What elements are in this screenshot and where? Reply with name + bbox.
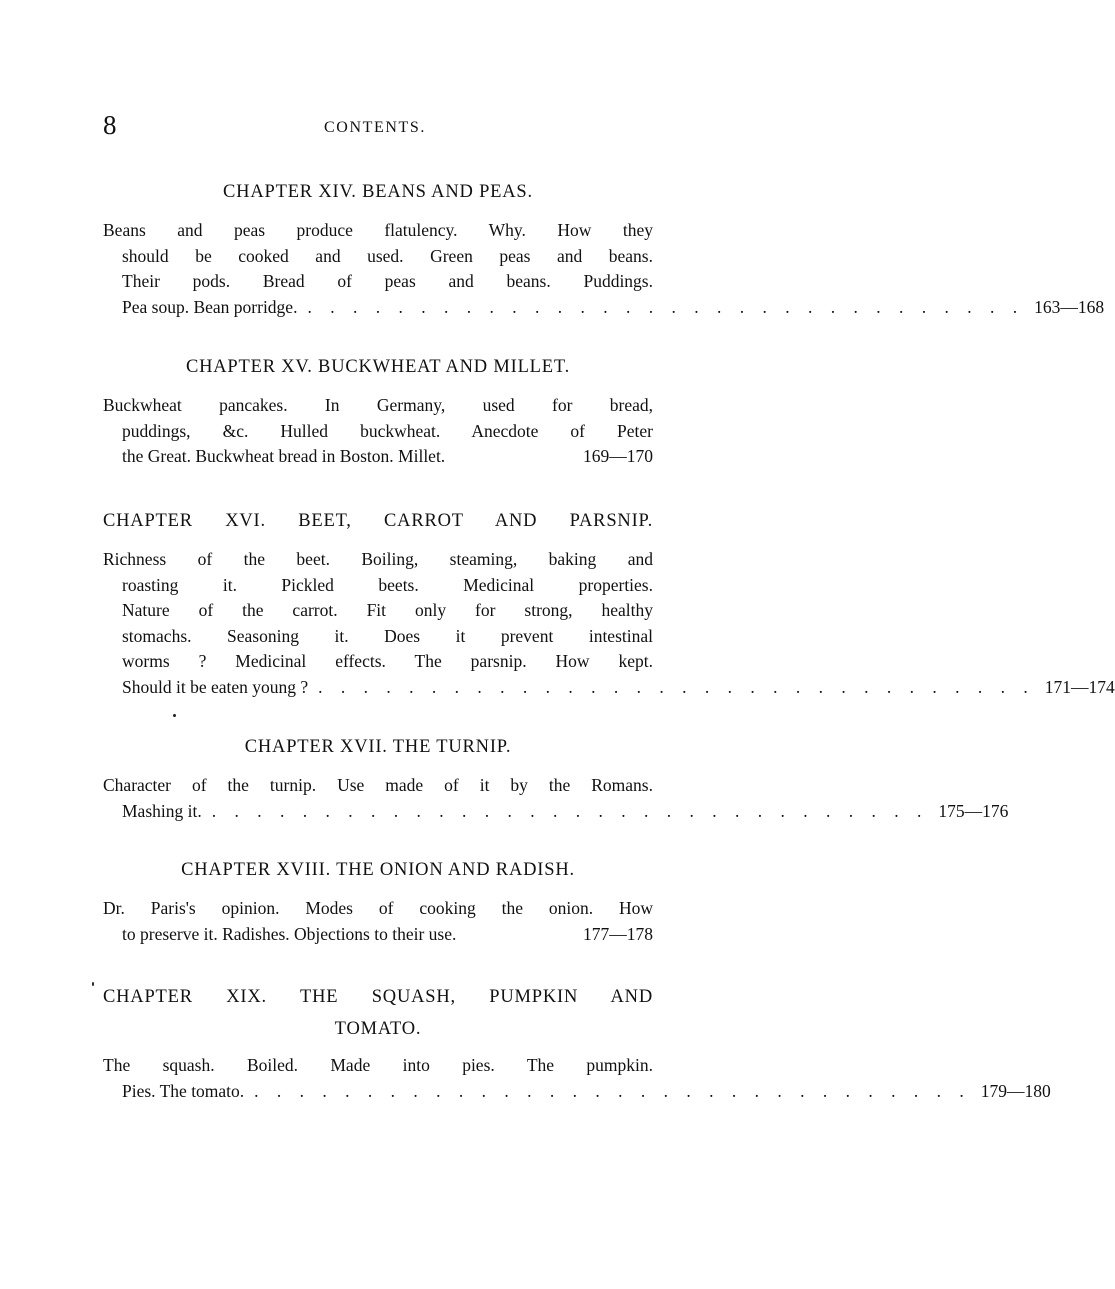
chapter-title: CHAPTER XIX. THE SQUASH, PUMPKIN AND [103,987,653,1007]
summary-line: Pies. The tomato. [122,1080,245,1101]
summary-line: Dr. Paris's opinion. Modes of cooking the onion. How [103,898,653,918]
summary-line: worms ? Medicinal effects. The parsnip. How kept. [122,651,653,672]
summary-line: should be cooked and used. Green peas and beans. [122,245,653,266]
page-range: 175—176 [938,800,1009,821]
chapter-title: CHAPTER XVI. BEET, CARROT AND PARSNIP. [103,511,653,531]
ink-speck [92,982,94,986]
summary-line: Nature of the carrot. Fit only for strong, healthy [122,600,653,621]
page-range: 169—170 [583,446,653,467]
chapter-title: CHAPTER XVII. THE TURNIP. [244,737,512,757]
summary-line: Mashing it. [122,800,202,821]
summary-line: The squash. Boiled. Made into pies. The pumpkin. [103,1055,653,1075]
chapter-title: CHAPTER XV. BUCKWHEAT AND MILLET. [185,357,571,377]
summary-last-line [103,799,1009,825]
running-head: CONTENTS. [324,119,426,136]
page-range: 177—178 [583,923,653,944]
summary-line: Should it be eaten young ? [122,676,309,697]
chapter-summary [103,393,653,470]
summary-line: Buckwheat pancakes. In Germany, used for bread, [103,395,653,415]
chapter-title-continued: TOMATO. [334,1019,422,1039]
leader-dots: . . . . . . . . . . . . . . . . . . . . . . . . . . . . . . . . [307,296,1025,317]
chapter-section [103,509,1115,701]
chapter-summary [103,1053,1051,1104]
chapter-summary [103,547,1115,701]
chapter-summary [103,773,1009,824]
chapter-summary [103,218,1105,320]
ink-speck [173,714,176,717]
summary-last-line [103,444,653,470]
summary-line: Pea soup. Bean porridge. [122,296,298,317]
page-range: 171—174 [1044,676,1115,697]
chapter-section [103,858,653,947]
summary-line: Their pods. Bread of peas and beans. Puddings. [122,271,653,292]
summary-line: Character of the turnip. Use made of it by the Romans. [103,775,653,795]
summary-line: Beans and peas produce flatulency. Why. How they [103,220,653,240]
summary-line: stomachs. Seasoning it. Does it prevent intestinal [122,625,653,646]
chapter-section [103,735,1009,824]
page-range: 163—168 [1034,296,1105,317]
leader-dots: . . . . . . . . . . . . . . . . . . . . . . . . . . . . . . . . [254,1080,971,1101]
chapter-title: CHAPTER XVIII. THE ONION AND RADISH. [181,860,575,880]
summary-line: to preserve it. Radishes. Objections to their use. [122,923,457,944]
chapter-section [103,180,1105,320]
page-header [0,108,750,142]
summary-last-line [103,922,653,948]
chapter-section [103,985,1051,1104]
leader-dots: . . . . . . . . . . . . . . . . . . . . . . . . . . . . . . . . [318,676,1035,697]
page-number: 8 [103,110,117,140]
summary-line: the Great. Buckwheat bread in Boston. Millet. [122,446,446,467]
chapter-summary [103,896,653,947]
summary-line: roasting it. Pickled beets. Medicinal properties. [122,574,653,595]
chapter-title: CHAPTER XIV. BEANS AND PEAS. [223,182,533,202]
summary-last-line [103,675,1115,701]
summary-last-line [103,295,1105,321]
summary-last-line [103,1079,1051,1105]
summary-line: puddings, &c. Hulled buckwheat. Anecdote of Peter [122,420,653,441]
leader-dots: . . . . . . . . . . . . . . . . . . . . . . . . . . . . . . . . [211,800,929,821]
summary-line: Richness of the beet. Boiling, steaming, baking and [103,549,653,569]
page-range: 179—180 [980,1080,1051,1101]
chapter-section [103,355,653,470]
